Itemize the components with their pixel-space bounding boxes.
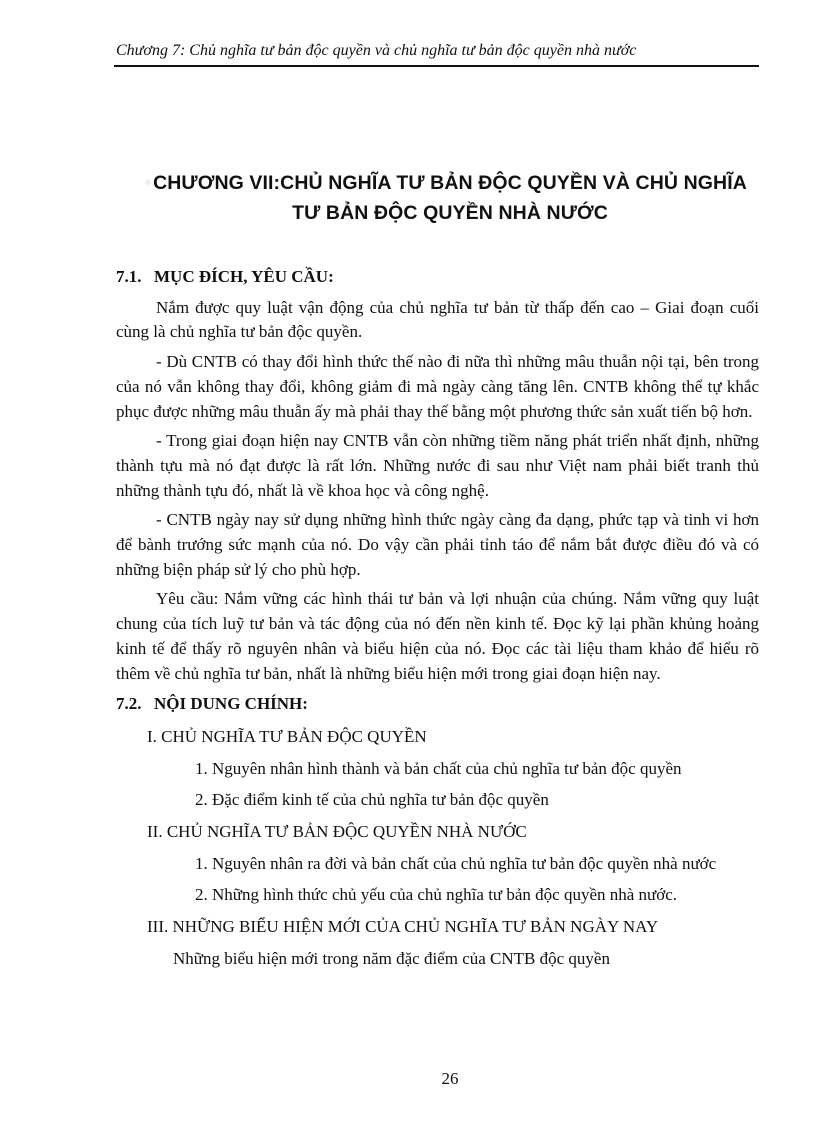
chapter-title: CHƯƠNG VII:CHỦ NGHĨA TƯ BẢN ĐỘC QUYỀN VÀ CHỦ NGHĨA TƯ BẢN ĐỘC QUYỀN NHÀ NƯỚC [153,172,747,224]
section-title: MỤC ĐÍCH, YÊU CẦU: [154,267,334,286]
page-body [116,265,759,979]
section-number: 7.1. [116,267,142,286]
paragraph: Yêu cầu: Nắm vững các hình thái tư bản và lợi nhuận của chúng. Nắm vững quy luật chung của tích luỹ tư bản và tác động của nó đến nền kinh tế. Đọc kỹ lại phần khủng hoảng kinh tế để thấy rõ nguyên nhân và biểu hiện của nó. Đọc các tài liệu tham khảo để hiểu rõ thêm về chủ nghĩa tư bản, nhất là những biểu hiện mới trong giai đoạn hiện nay. [116,589,759,683]
section-heading-7-2 [116,692,759,717]
bullet-mark-icon: ✧ [144,178,153,189]
section-heading-7-1 [116,265,759,290]
outline-part: I. CHỦ NGHĨA TƯ BẢN ĐỘC QUYỀN [147,726,427,746]
paragraph: - Trong giai đoạn hiện nay CNTB vẫn còn những tiềm năng phát triển nhất định, những thành tựu mà nó đạt được là rất lớn. Những nước đi sau như Việt nam phải biết tranh thủ những thành tựu đó, nhất là về khoa học và công nghệ. [116,431,759,500]
content-outline [116,725,759,972]
outline-item: 1. Nguyên nhân hình thành và bản chất của chủ nghĩa tư bản độc quyền [195,758,682,778]
paragraph: - Dù CNTB có thay đổi hình thức thế nào đi nữa thì những mâu thuẫn nội tại, bên trong của nó vẫn không thay đổi, không giảm đi mà ngày càng tăng lên. CNTB không thể tự khắc phục được những mâu thuẫn ấy mà phải thay thế bằng một phương thức sản xuất tiến bộ hơn. [116,352,759,421]
header-rule [114,65,759,67]
outline-item: 1. Nguyên nhân ra đời và bản chất của chủ nghĩa tư bản độc quyền nhà nước [195,853,717,873]
outline-item: 2. Đặc điểm kinh tế của chủ nghĩa tư bản độc quyền [195,790,549,810]
section-number: 7.2. [116,694,142,714]
paragraph: Nắm được quy luật vận động của chủ nghĩa tư bản từ thấp đến cao – Giai đoạn cuối cùng là chủ nghĩa tư bản độc quyền. [116,297,759,342]
page-number: 26 [441,1069,459,1088]
outline-part: II. CHỦ NGHĨA TƯ BẢN ĐỘC QUYỀN NHÀ NƯỚC [147,822,527,842]
outline-text: Những biểu hiện mới trong năm đặc điểm của CNTB độc quyền [173,948,610,968]
running-header: Chương 7: Chủ nghĩa tư bản độc quyền và chủ nghĩa tư bản độc quyền nhà nước [116,42,637,59]
outline-item: 2. Những hình thức chủ yếu của chủ nghĩa tư bản độc quyền nhà nước. [195,885,678,905]
paragraph: - CNTB ngày nay sử dụng những hình thức ngày càng đa dạng, phức tạp và tinh vi hơn để bành trướng sức mạnh của nó. Do vậy cần phải tỉnh táo để nắm bắt được điều đó và có những biện pháp sử lý cho phù hợp. [116,510,759,579]
outline-part: III. NHỮNG BIỂU HIỆN MỚI CỦA CHỦ NGHĨA TƯ BẢN NGÀY NAY [147,917,659,937]
section-title: NỘI DUNG CHÍNH: [154,694,308,714]
